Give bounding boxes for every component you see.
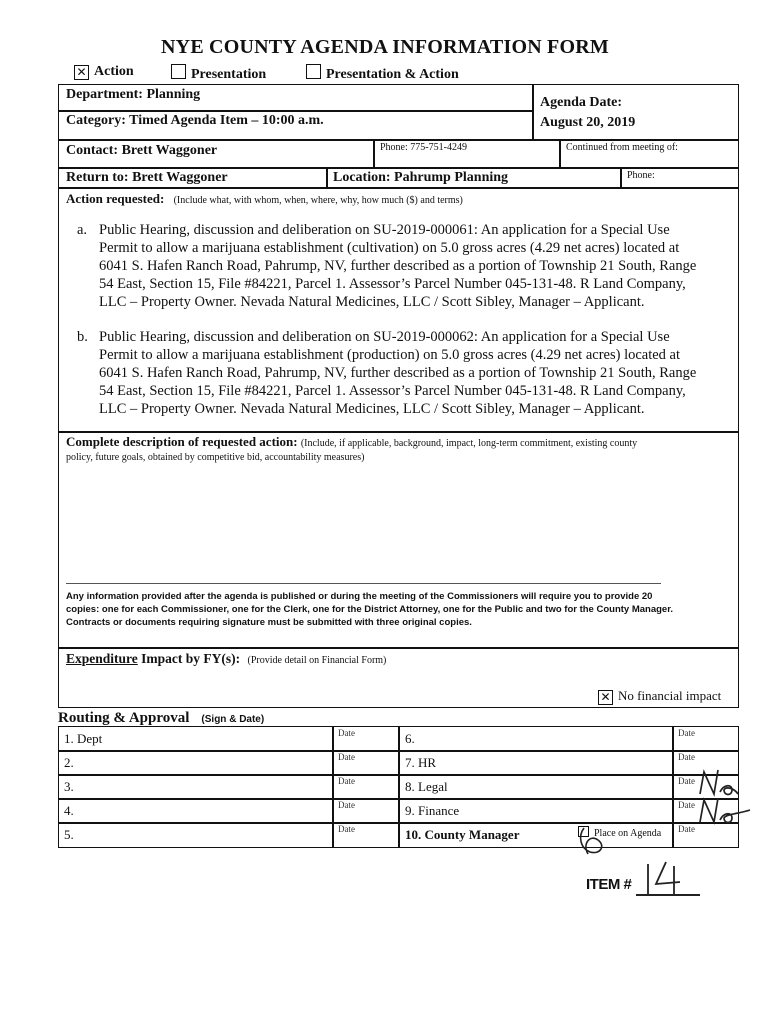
complete-description-hint: (Include, if applicable, background, impact, long-term commitment, existing county	[300, 438, 638, 449]
divider	[398, 726, 400, 848]
routing-label: Routing & Approval	[58, 710, 190, 726]
date-label: Date	[678, 824, 695, 834]
divider	[373, 140, 375, 168]
item-number-label: ITEM #	[586, 876, 632, 893]
date-label: Date	[678, 800, 695, 810]
date-label: Date	[678, 752, 695, 762]
expenditure-heading	[66, 651, 386, 667]
item-b-line: 54 East, Section 15, File #84221, Parcel 1. Assessor’s Parcel Number 045-131-48. R Land Company,	[99, 383, 686, 399]
item-b-line: Public Hearing, discussion and deliberation on SU-2019-000062: An application for a Special Use	[99, 329, 670, 345]
option-presentation-label: Presentation	[191, 67, 267, 82]
notice-line: Contracts or documents requiring signature must be submitted with three original copies.	[66, 617, 472, 628]
department-field: Department: Planning	[66, 87, 201, 102]
phone-field: Phone: 775-751-4249	[380, 142, 467, 153]
date-label: Date	[338, 800, 355, 810]
date-label: Date	[678, 776, 695, 786]
routing-2-cell[interactable]: 2.	[64, 755, 74, 770]
routing-dept-cell[interactable]: 1. Dept	[64, 731, 103, 746]
date-label: Date	[338, 728, 355, 738]
item-a-line: 54 East, Section 15, File #84221, Parcel 1. Assessor’s Parcel Number 045-131-48. R Land Company,	[99, 276, 686, 292]
item-b-line: LLC – Property Owner. Nevada Natural Medicines, LLC / Scott Sibley, Manager – Applicant.	[99, 401, 645, 417]
item-a-marker: a.	[77, 222, 88, 238]
complete-description-hint-2: policy, future goals, obtained by competitive bid, accountability measures)	[66, 452, 365, 463]
routing-hint: (Sign & Date)	[201, 714, 265, 725]
item-b-line: 6041 S. Hafen Ranch Road, Pahrump, NV, further described as a portion of Township 21 South, Range	[99, 365, 697, 381]
copies-notice	[66, 590, 736, 629]
date-label: Date	[678, 728, 695, 738]
divider	[620, 168, 622, 188]
divider	[58, 774, 739, 776]
handwritten-item-number	[640, 856, 692, 900]
routing-hr-cell[interactable]: 7. HR	[405, 755, 437, 770]
expenditure-label: Expenditure	[66, 651, 138, 666]
item-a-line: 6041 S. Hafen Ranch Road, Pahrump, NV, further described as a portion of Township 21 South, Range	[99, 258, 697, 274]
divider	[58, 798, 739, 800]
agenda-item-b	[77, 328, 735, 418]
handwritten-check-mark	[576, 822, 612, 860]
divider	[672, 726, 674, 848]
item-a-line: LLC – Property Owner. Nevada Natural Medicines, LLC / Scott Sibley, Manager – Applicant.	[99, 294, 645, 310]
action-checkbox-icon[interactable]: ✕	[74, 65, 89, 80]
action-requested-heading	[66, 191, 463, 207]
item-b-marker: b.	[77, 329, 88, 345]
item-b-line: Permit to allow a marijuana establishment (production) on 5.0 gross acres (4.29 net acres) located at	[99, 347, 681, 363]
divider	[58, 110, 532, 112]
divider	[559, 140, 561, 168]
contact-field: Contact: Brett Waggoner	[66, 143, 218, 158]
phone2-field: Phone:	[627, 170, 655, 181]
no-financial-impact-option[interactable]	[598, 688, 721, 705]
location-field: Location: Pahrump Planning	[333, 170, 509, 185]
expenditure-hint: (Provide detail on Financial Form)	[247, 655, 387, 666]
complete-description-heading	[66, 435, 736, 451]
action-requested-label: Action requested:	[66, 191, 165, 206]
divider	[58, 750, 739, 752]
agenda-date-label: Agenda Date:	[540, 95, 623, 110]
date-label: Date	[338, 824, 355, 834]
routing-6-cell[interactable]: 6.	[405, 731, 415, 746]
divider	[326, 168, 328, 188]
routing-4-cell[interactable]: 4.	[64, 803, 74, 818]
return-to-field: Return to: Brett Waggoner	[66, 170, 228, 185]
routing-heading	[58, 709, 264, 727]
option-presentation[interactable]	[171, 64, 266, 83]
notice-line: copies: one for each Commissioner, one for the Clerk, one for the District Attorney, one for the Public and two for the County Manager.	[66, 604, 674, 615]
agenda-item-a	[77, 221, 735, 311]
routing-finance-cell[interactable]: 9. Finance	[405, 803, 460, 818]
no-financial-impact-label: No financial impact	[618, 688, 722, 703]
divider	[66, 583, 661, 584]
routing-legal-cell[interactable]: 8. Legal	[405, 779, 448, 794]
handwritten-initials-legal-finance	[694, 766, 754, 828]
continued-from-field: Continued from meeting of:	[566, 142, 678, 153]
action-requested-hint: (Include what, with whom, when, where, why, how much ($) and terms)	[173, 195, 463, 206]
form-title: NYE COUNTY AGENDA INFORMATION FORM	[161, 36, 609, 58]
routing-5-cell[interactable]: 5.	[64, 827, 74, 842]
routing-county-manager-cell[interactable]: 10. County Manager	[405, 827, 520, 842]
routing-3-cell[interactable]: 3.	[64, 779, 74, 794]
presentation-checkbox-icon[interactable]	[171, 64, 186, 79]
divider	[532, 84, 534, 140]
expenditure-label-2: Impact by FY(s):	[141, 651, 241, 666]
notice-line: Any information provided after the agenda is published or during the meeting of the Commissioners will require you to provide 20	[66, 591, 653, 602]
item-a-line: Permit to allow a marijuana establishment (cultivation) on 5.0 gross acres (4.29 net acres) located at	[99, 240, 680, 256]
agenda-date-value: August 20, 2019	[540, 115, 636, 130]
divider	[58, 822, 739, 824]
divider	[332, 726, 334, 848]
option-action-label: Action	[94, 64, 134, 79]
no-financial-impact-checkbox-icon[interactable]: ✕	[598, 690, 613, 705]
date-label: Date	[338, 776, 355, 786]
category-field: Category: Timed Agenda Item – 10:00 a.m.	[66, 113, 324, 128]
complete-description-field[interactable]	[66, 466, 730, 578]
date-label: Date	[338, 752, 355, 762]
place-on-agenda-label: Place on Agenda	[594, 828, 662, 839]
item-a-line: Public Hearing, discussion and deliberation on SU-2019-000061: An application for a Special Use	[99, 222, 670, 238]
option-presentation-action-label: Presentation & Action	[326, 67, 459, 82]
presentation-action-checkbox-icon[interactable]	[306, 64, 321, 79]
complete-description-label: Complete description of requested action:	[66, 434, 298, 449]
option-presentation-action[interactable]	[306, 64, 459, 83]
option-action[interactable]	[74, 64, 134, 80]
